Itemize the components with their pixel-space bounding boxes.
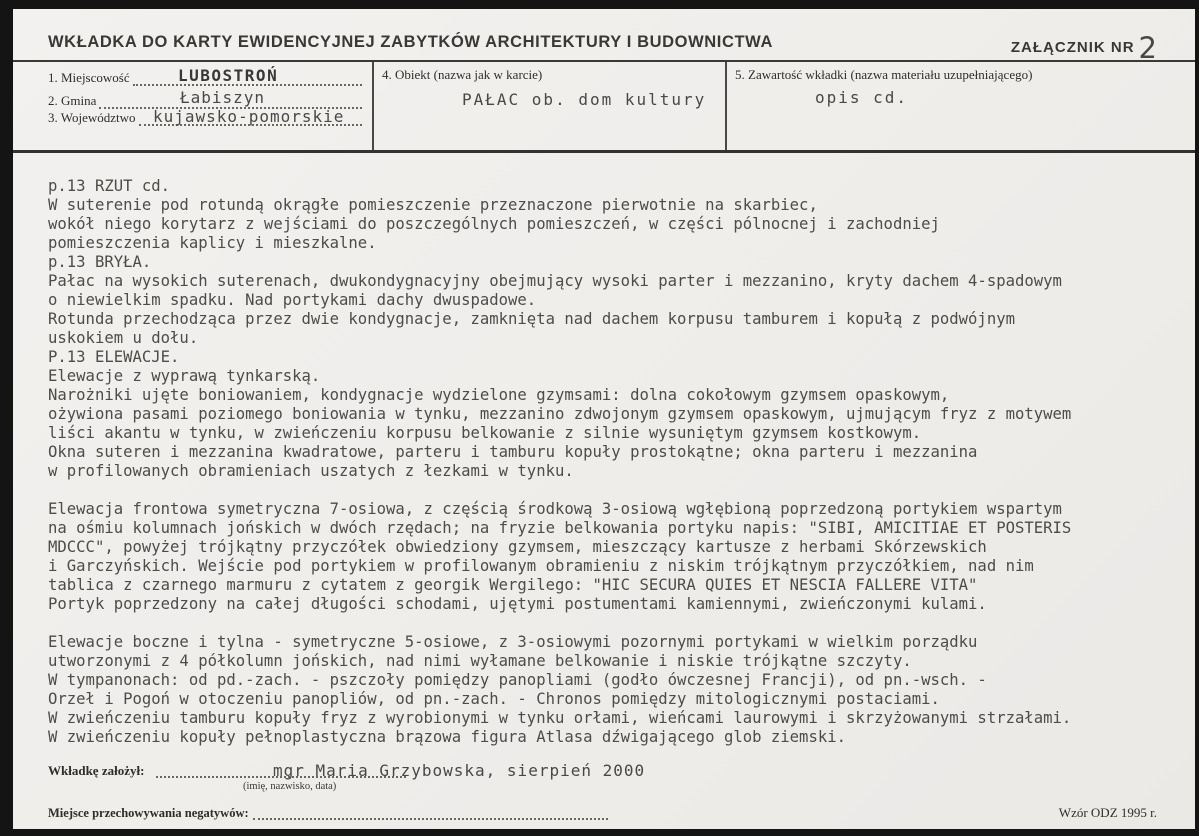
negatives-field — [48, 804, 1157, 822]
field-obiekt-label: 4. Obiekt (nazwa jak w karcie) — [382, 67, 543, 82]
body-text-line: pomieszczenia kaplicy i mieszkalne. — [48, 234, 377, 252]
field-wojewodztwo-label: 3. Województwo — [48, 110, 136, 125]
document-paper — [13, 9, 1195, 829]
field-wojewodztwo-value: kujawsko-pomorskie — [153, 107, 345, 126]
body-text-line: W tympanonach: od pd.-zach. - pszczoły pomiędzy panopliami (godło ówczesnej Francji), od pn.-wsch. - — [48, 671, 987, 689]
body-text-line: ożywiona pasami poziomego boniowania w tynku, mezzanino zdwojonym gzymsem opaskowym, ujmującym fryz z motywem — [48, 405, 1072, 423]
form-code-label: Wzór ODZ 1995 r. — [1058, 805, 1157, 820]
founder-sublabel: (imię, nazwisko, data) — [243, 781, 337, 792]
document-title: WKŁADKA DO KARTY EWIDENCYJNEJ ZABYTKÓW ARCHITEKTURY I BUDOWNICTWA — [48, 33, 773, 51]
body-text-line: na ośmiu kolumnach jońskich w dwóch rzędach; na fryzie belkowania portyku napis: "SIBI, AMICITIAE ET POSTERIS — [48, 519, 1072, 537]
body-text-line: Elewacja frontowa symetryczna 7-osiowa, z częścią środkową 3-osiową wgłębioną poprzedzoną portykiem wspartym — [48, 500, 1062, 518]
body-text-line: W zwieńczeniu kopuły pełnoplastyczna brązowa figura Atlasa dźwigającego glob ziemski. — [48, 728, 846, 746]
field-miejscowosc-value: LUBOSTROŃ — [178, 66, 279, 85]
attachment-number: 2 — [1138, 31, 1157, 65]
body-text-line: i Garczyńskich. Wejście pod portykiem w profilowanym obramieniu z niskim trójkątnym przyczółkiem, nad nim — [48, 557, 1034, 575]
dotted-leader — [253, 818, 608, 820]
body-text-line: Okna suteren i mezzanina kwadratowe, parteru i tamburu kopuły prostokątne; okna parteru i mezzanina — [48, 443, 978, 461]
body-text-line: uskokiem u dołu. — [48, 329, 199, 347]
body-text-line: W zwieńczeniu tamburu kopuły fryz z wyrobionymi w tynku orłami, wieńcami laurowymi i skrzyżowanymi strzałami. — [48, 709, 1072, 727]
body-text-line: Rotunda przechodząca przez dwie kondygnacje, zamknięta nad dachem korpusu tamburem i kopułą z podwójnym — [48, 310, 1015, 328]
body-text-line: wokół niego korytarz z wejściami do poszczególnych pomieszczeń, w części pólnocnej i zachodniej — [48, 215, 940, 233]
body-text-line: p.13 RZUT cd. — [48, 177, 171, 195]
body-text-line: MDCCC", powyżej trójkątny przyczółek obwiedziony gzymsem, mieszczący kartusze z herbami Skórzewskich — [48, 538, 987, 556]
founder-value: mgr Maria Grzybowska, sierpień 2000 — [273, 761, 646, 780]
body-text-line — [48, 614, 1187, 633]
founder-label: Wkładkę założył: — [48, 763, 145, 778]
body-text-line: Narożniki ujęte boniowaniem, kondygnacje wydzielone gzymsami: dolna cokołowym gzymsem opaskowym, — [48, 386, 950, 404]
body-text-line: P.13 ELEWACJE. — [48, 348, 180, 366]
field-zawartosc-label: 5. Zawartość wkładki (nazwa materiału uzupełniającego) — [735, 67, 1033, 82]
field-gmina-label: 2. Gmina — [48, 93, 97, 108]
field-gmina-value: Łabiszyn — [180, 88, 266, 107]
founder-field — [48, 761, 648, 781]
form-header-table — [13, 60, 1195, 153]
body-text-line: Pałac na wysokich suterenach, dwukondygnacyjny obejmujący wysoki parter i mezzanino, kryty dachem 4-spadowym — [48, 272, 1062, 290]
location-fields-cell — [13, 62, 372, 150]
body-text-line: W suterenie pod rotundą okrągłe pomieszczenie przeznaczone pierwotnie na skarbiec, — [48, 196, 818, 214]
body-text-line: utworzonymi z 4 półkolumn jońskich, nad nimi wyłamane belkowanie i niskie trójkątne szczyty. — [48, 652, 912, 670]
typewritten-body — [48, 177, 1187, 747]
object-field-cell — [372, 62, 727, 150]
field-obiekt-value: PAŁAC ob. dom kultury — [462, 90, 707, 109]
document-header — [13, 9, 1195, 65]
body-text-line: Portyk poprzedzony na całej długości schodami, ujętymi postumentami kamiennymi, zwieńczonymi kulami. — [48, 595, 987, 613]
document-footer — [13, 759, 1195, 829]
field-zawartosc-value: opis cd. — [815, 88, 909, 107]
body-text-line: tablica z czarnego marmuru z cytatem z georgik Wergilego: "HIC SECURA QUIES ET NESCIA FALLERE VITA" — [48, 576, 978, 594]
body-text-line — [48, 481, 1187, 500]
body-text-line: w profilowanych obramieniach uszatych z łezkami w tynku. — [48, 462, 574, 480]
body-text-line: p.13 BRYŁA. — [48, 253, 152, 271]
body-text-line: Elewacje z wyprawą tynkarską. — [48, 367, 321, 385]
body-text-line: liści akantu w tynku, w zwieńczeniu korpusu belkowanie z silnie wysuniętym gzymsem kostkowym. — [48, 424, 922, 442]
body-text-line: o niewielkim spadku. Nad portykami dachy dwuspadowe. — [48, 291, 537, 309]
attachment-label-text: ZAŁĄCZNIK NR — [1010, 39, 1135, 56]
body-text-line: Orzeł i Pogoń w otoczeniu panopliów, od pn.-zach. - Chronos pomiędzy mitologicznymi postaciami. — [48, 690, 940, 708]
body-text-line: Elewacje boczne i tylna - symetryczne 5-osiowe, z 3-osiowymi pozornymi portykami w wielkim porządku — [48, 633, 978, 651]
negatives-label: Miejsce przechowywania negatywów: — [48, 806, 249, 820]
content-field-cell — [727, 62, 1195, 150]
field-miejscowosc-label: 1. Miejscowość — [48, 70, 130, 85]
